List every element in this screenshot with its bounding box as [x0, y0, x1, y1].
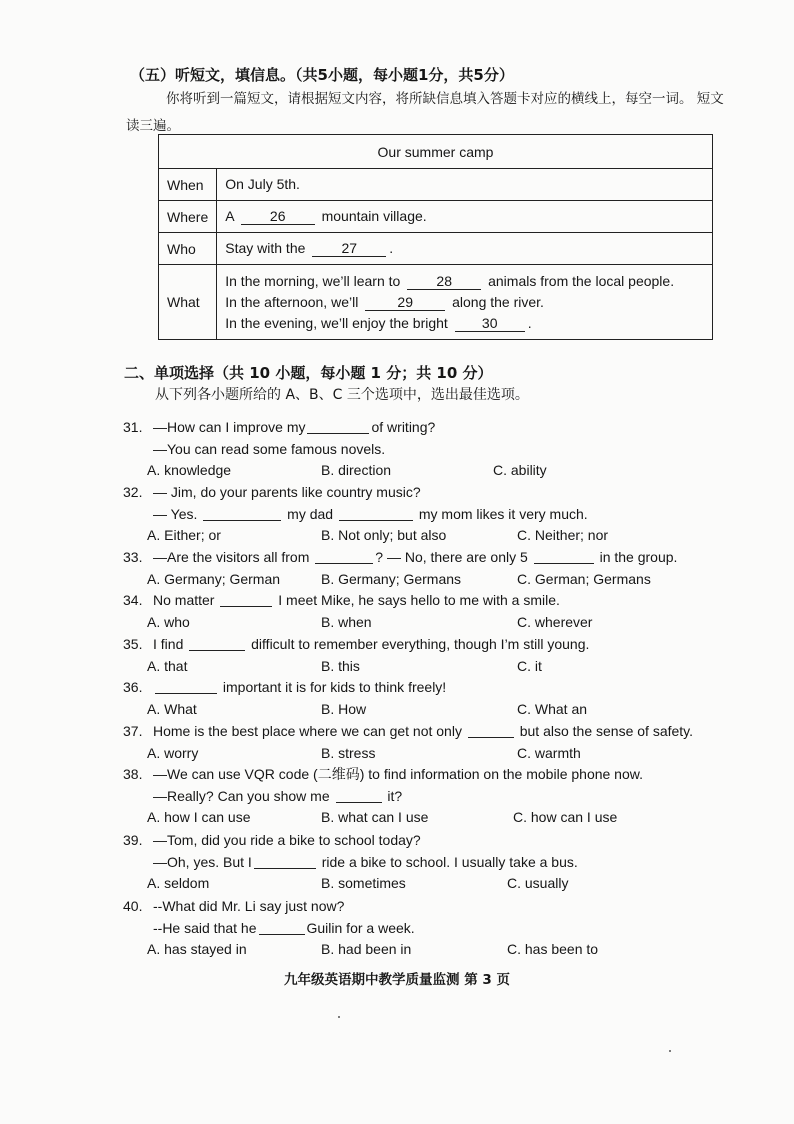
scan-speck — [669, 1050, 671, 1052]
option-a[interactable]: A. Either; or — [147, 527, 221, 544]
what-line-afternoon — [225, 292, 704, 313]
text: In the afternoon, we’ll — [225, 293, 359, 310]
text: animals from the local people. — [488, 272, 675, 289]
stem: —Really? Can you show me — [153, 787, 330, 804]
option-a[interactable]: A. Germany; German — [147, 570, 281, 587]
option-a[interactable]: A. What — [147, 700, 197, 717]
question-number: 31. — [123, 419, 143, 435]
question-number: 34. — [123, 592, 143, 608]
question-number: 32. — [123, 484, 143, 500]
table-heading: Our summer camp — [159, 135, 713, 169]
option-a[interactable]: A. worry — [147, 744, 199, 761]
question-33 — [123, 547, 743, 590]
option-a[interactable]: A. how I can use — [147, 809, 251, 826]
text: In the morning, we’ll learn to — [225, 272, 401, 289]
section-two-title: 二、单项选择（共 10 小题，每小题 1 分；共 10 分） — [124, 364, 493, 382]
question-number: 39. — [123, 832, 143, 848]
stem: important it is for kids to think freely! — [222, 679, 447, 695]
page-footer: 九年级英语期中教学质量监测 第 3 页 — [284, 972, 510, 988]
option-a[interactable]: A. has stayed in — [147, 941, 247, 958]
answer-blank[interactable] — [220, 591, 272, 607]
stem: —Tom, did you ride a bike to school today? — [153, 832, 421, 848]
question-32 — [123, 482, 743, 547]
option-b[interactable]: B. when — [321, 613, 372, 630]
answer-blank[interactable] — [203, 505, 281, 521]
section-five-title: （五）听短文，填信息。（共5小题，每小题1分，共5分） — [130, 66, 514, 84]
stem: — Jim, do your parents like country music? — [153, 484, 421, 500]
option-b[interactable]: B. How — [321, 700, 367, 717]
answer-blank[interactable] — [468, 722, 514, 738]
answer-blank[interactable] — [339, 505, 413, 521]
scan-speck — [338, 1016, 340, 1018]
question-38 — [123, 764, 743, 829]
option-b[interactable]: B. this — [321, 657, 360, 674]
text: along the river. — [452, 293, 544, 310]
option-b[interactable]: B. sometimes — [321, 875, 406, 892]
answer-blank-28[interactable]: 28 — [407, 273, 481, 290]
row-value — [217, 233, 713, 265]
stem: Home is the best place where we can get not only — [153, 723, 462, 739]
answer-blank[interactable] — [307, 418, 369, 434]
answer-blank[interactable] — [189, 635, 245, 651]
answer-blank-30[interactable]: 30 — [455, 315, 525, 332]
option-b[interactable]: B. stress — [321, 744, 376, 761]
section-two-instruction: 从下列各小题所给的 A、B、C 三个选项中，选出最佳选项。 — [155, 387, 529, 403]
stem: —Oh, yes. But I — [153, 853, 252, 870]
stem: of writing? — [371, 419, 436, 435]
answer-blank[interactable] — [254, 853, 316, 869]
table-row — [159, 169, 713, 201]
question-number: 37. — [123, 723, 143, 739]
option-c[interactable]: C. warmth — [517, 744, 581, 761]
answer-blank[interactable] — [534, 548, 594, 564]
answer-blank[interactable] — [315, 548, 373, 564]
stem: Guilin for a week. — [306, 919, 415, 936]
answer-blank[interactable] — [336, 787, 382, 803]
option-c[interactable]: C. ability — [493, 462, 547, 479]
stem: --What did Mr. Li say just now? — [153, 898, 345, 914]
question-40 — [123, 896, 743, 961]
table-row — [159, 233, 713, 265]
option-b[interactable]: B. had been in — [321, 941, 412, 958]
question-36 — [123, 677, 743, 720]
row-key: Where — [159, 201, 217, 233]
stem: but also the sense of safety. — [519, 723, 694, 739]
response: —You can read some famous novels. — [153, 440, 386, 457]
stem: — Yes. — [153, 505, 198, 522]
option-c[interactable]: C. usually — [507, 875, 569, 892]
option-a[interactable]: A. knowledge — [147, 462, 232, 479]
option-c[interactable]: C. German; Germans — [517, 570, 651, 587]
question-number: 33. — [123, 549, 143, 565]
option-a[interactable]: A. that — [147, 657, 188, 674]
answer-blank[interactable] — [259, 919, 305, 935]
what-line-morning — [225, 271, 704, 292]
what-line-evening — [225, 313, 704, 334]
question-number: 36. — [123, 679, 143, 695]
stem: No matter — [153, 592, 215, 608]
row-value — [217, 201, 713, 233]
text: In the evening, we’ll enjoy the bright — [225, 314, 448, 331]
summer-camp-table — [158, 134, 713, 340]
question-35 — [123, 634, 743, 677]
row-value: On July 5th. — [217, 169, 713, 201]
table-row — [159, 201, 713, 233]
question-number: 35. — [123, 636, 143, 652]
stem: I meet Mike, he says hello to me with a smile. — [278, 592, 560, 608]
option-c[interactable]: C. it — [517, 657, 542, 674]
text: A — [225, 208, 234, 224]
question-31 — [123, 417, 743, 482]
option-c[interactable]: C. wherever — [517, 613, 593, 630]
section-five-instruction: 你将听到一篇短文，请根据短文内容，将所缺信息填入答题卡对应的横线上，每空一词。 短文读三遍。 — [126, 91, 724, 134]
stem: in the group. — [599, 549, 678, 565]
question-37 — [123, 721, 743, 764]
row-key: When — [159, 169, 217, 201]
text: . — [527, 314, 532, 331]
option-c[interactable]: C. Neither; nor — [517, 527, 609, 544]
stem: ? — No, there are only 5 — [375, 549, 528, 565]
text: mountain village. — [321, 208, 427, 224]
row-key: What — [159, 265, 217, 340]
option-a[interactable]: A. who — [147, 613, 190, 630]
stem: I find — [153, 636, 184, 652]
stem: difficult to remember everything, though I’m still young. — [251, 636, 590, 652]
option-c[interactable]: C. has been to — [507, 941, 599, 958]
stem: --He said that he — [153, 919, 257, 936]
stem: —Are the visitors all from — [153, 549, 310, 565]
question-39 — [123, 830, 743, 895]
answer-blank-27[interactable]: 27 — [312, 240, 386, 257]
stem: it? — [387, 787, 403, 804]
question-number: 40. — [123, 898, 143, 914]
stem: —How can I improve my — [153, 419, 306, 435]
answer-blank-29[interactable]: 29 — [365, 294, 445, 311]
table-row — [159, 265, 713, 340]
option-b[interactable]: B. Not only; but also — [321, 527, 447, 544]
question-number: 38. — [123, 766, 143, 782]
option-b[interactable]: B. what can I use — [321, 809, 429, 826]
stem: my mom likes it very much. — [418, 505, 588, 522]
option-b[interactable]: B. direction — [321, 462, 392, 479]
option-b[interactable]: B. Germany; Germans — [321, 570, 462, 587]
answer-blank-26[interactable]: 26 — [241, 208, 315, 225]
option-a[interactable]: A. seldom — [147, 875, 210, 892]
stem: —We can use VQR code (二维码) to find information on the mobile phone now. — [153, 766, 643, 782]
option-c[interactable]: C. how can I use — [513, 809, 618, 826]
answer-blank[interactable] — [155, 678, 217, 694]
stem: my dad — [287, 505, 334, 522]
stem: ride a bike to school. I usually take a bus. — [321, 853, 578, 870]
text: Stay with the — [225, 240, 306, 256]
text: . — [389, 240, 394, 256]
question-34 — [123, 590, 743, 633]
row-value — [217, 265, 713, 340]
row-key: Who — [159, 233, 217, 265]
option-c[interactable]: C. What an — [517, 700, 588, 717]
